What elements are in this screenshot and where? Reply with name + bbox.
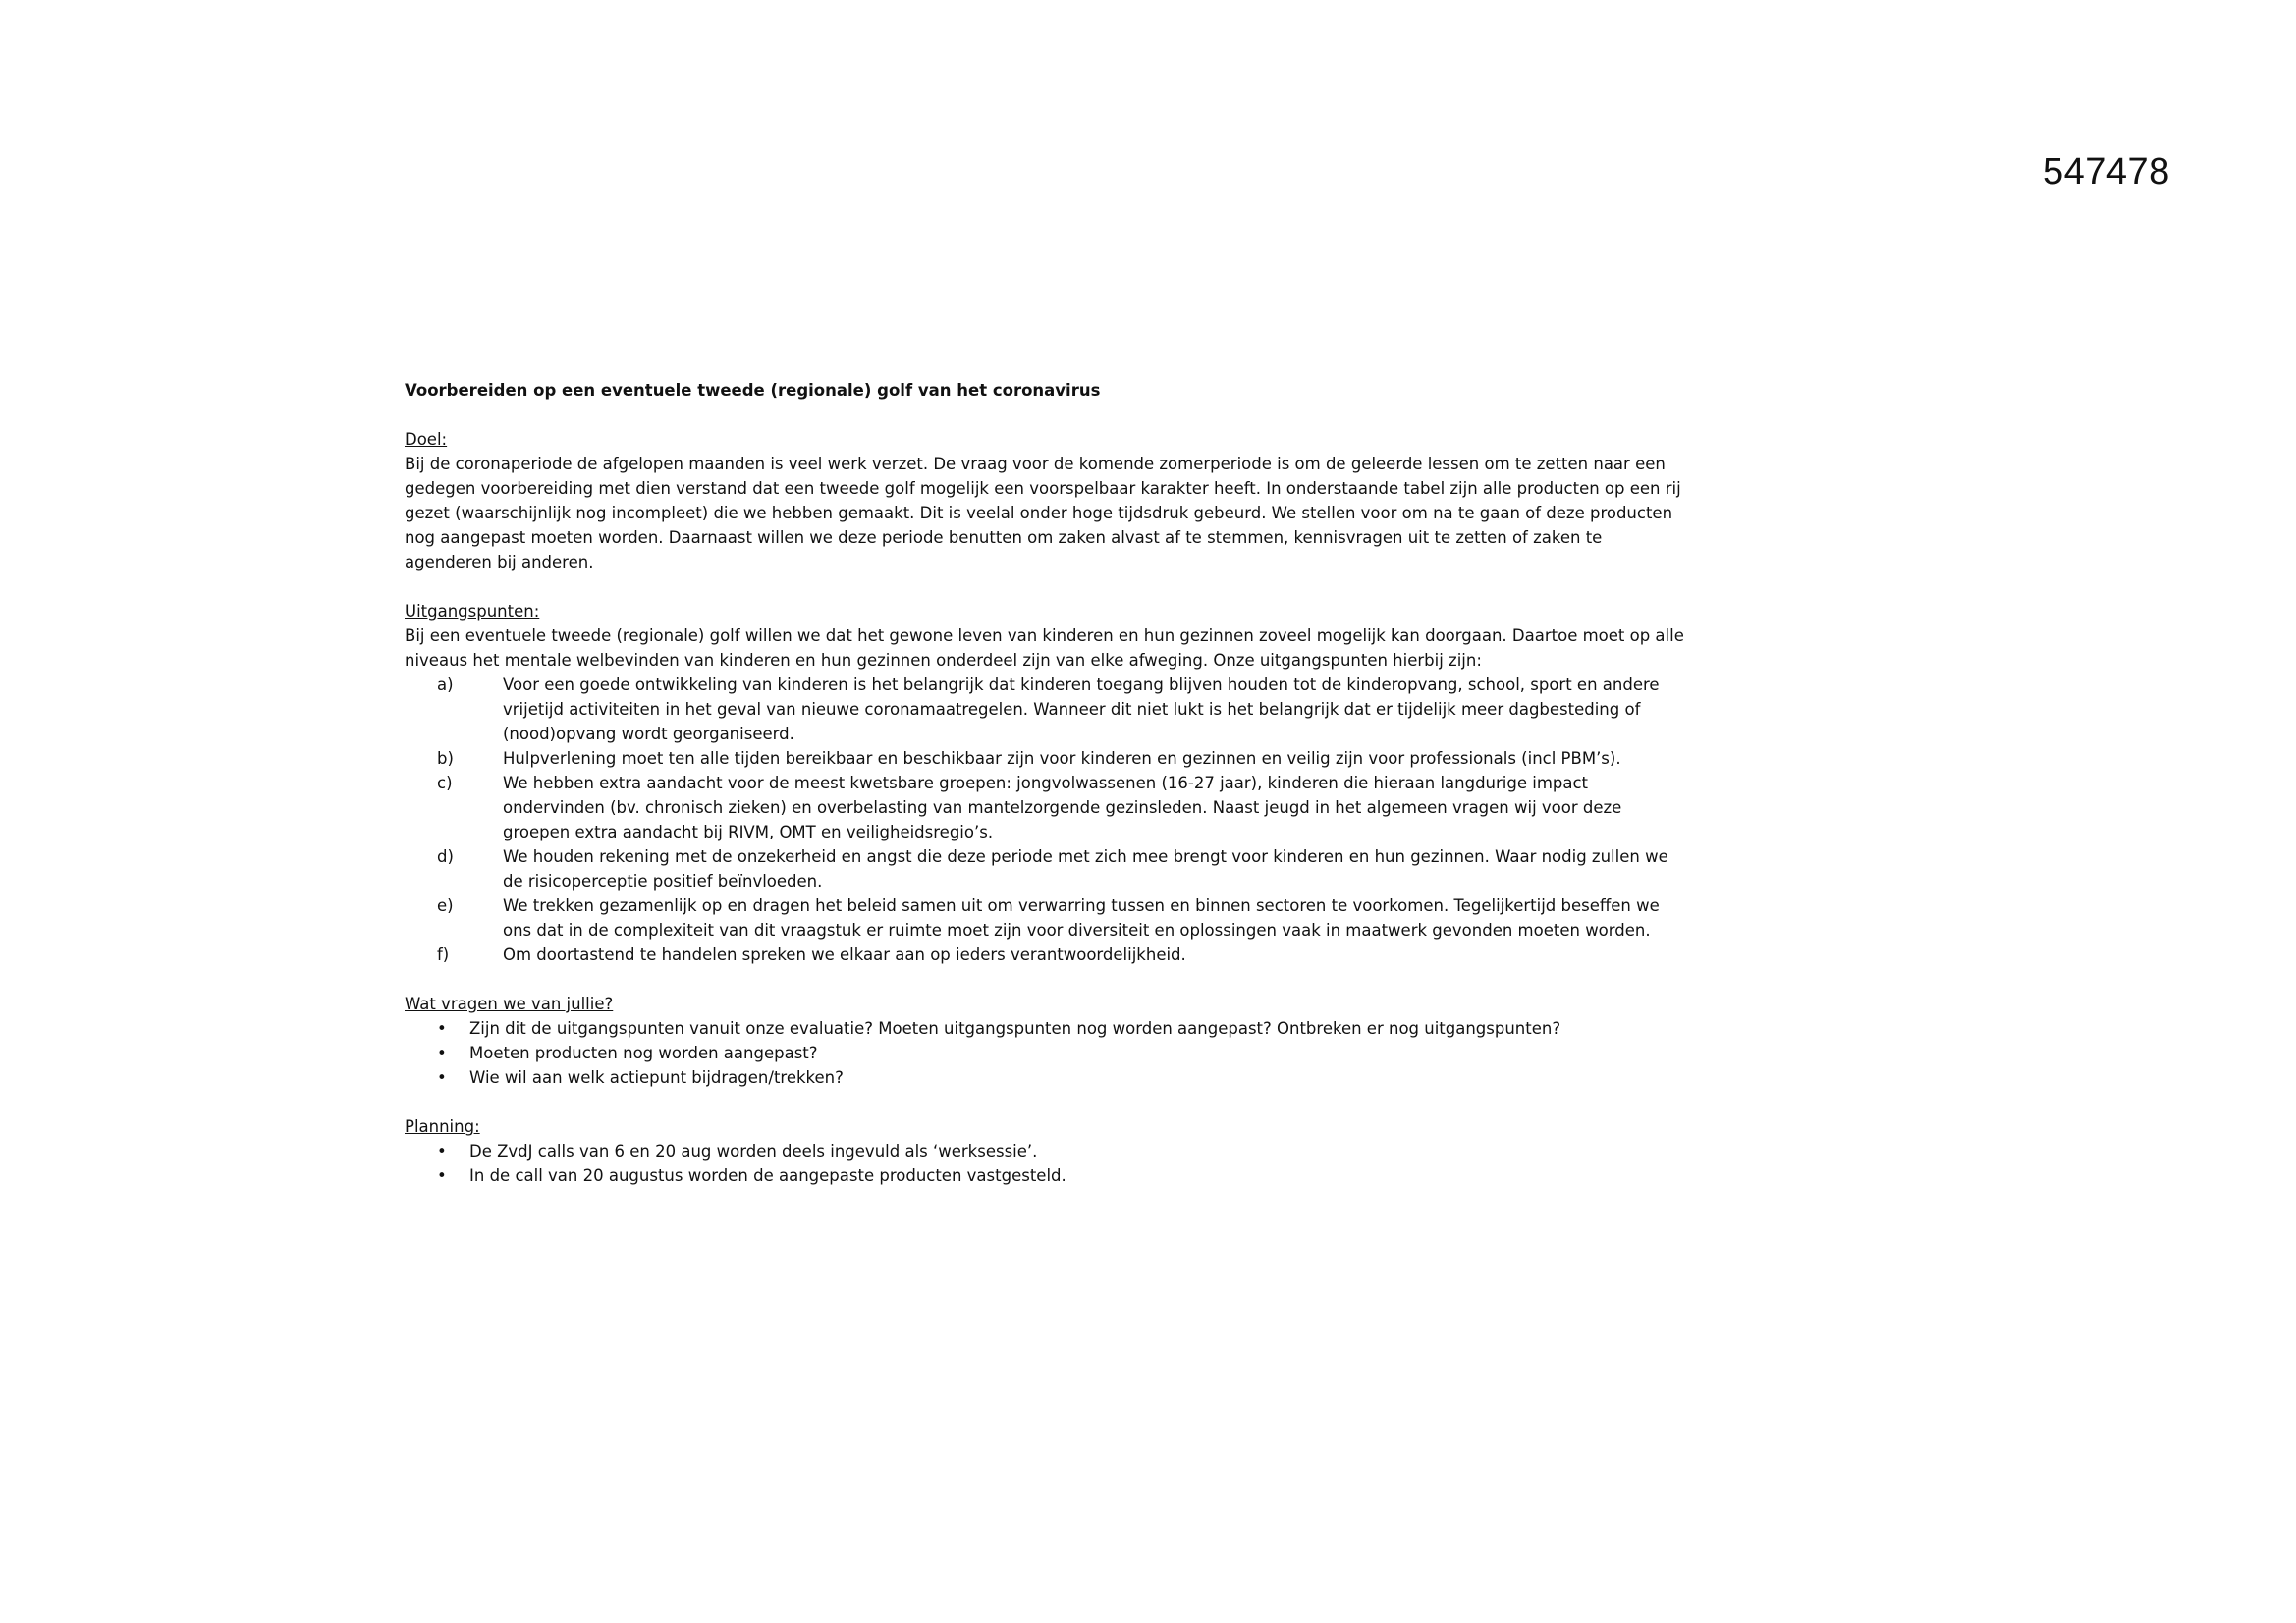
bullet-icon: • xyxy=(437,1142,447,1161)
bullet-icon: • xyxy=(437,1044,447,1062)
list-marker: a) xyxy=(437,676,454,694)
list-marker: c) xyxy=(437,774,453,792)
vragen-list xyxy=(405,1016,1691,1090)
list-item-text: De ZvdJ calls van 6 en 20 aug worden deels ingevuld als ‘werksessie’. xyxy=(469,1142,1038,1161)
bullet-icon: • xyxy=(437,1068,447,1087)
spacer xyxy=(405,967,1691,992)
list-marker: b) xyxy=(437,749,454,768)
vragen-heading: Wat vragen we van jullie? xyxy=(405,995,614,1013)
list-item-text: Om doortastend te handelen spreken we elkaar aan op ieders verantwoordelijkheid. xyxy=(503,946,1186,964)
uitgangspunten-intro: Bij een eventuele tweede (regionale) golf willen we dat het gewone leven van kinderen en hun gezinnen zoveel mogelijk kan doorgaan. Daartoe moet op alle niveaus het mentale welbevinden van kinderen en hun gezinnen onderdeel zijn van elke afweging. Onze uitgangspunten hierbij zijn: xyxy=(405,626,1684,670)
list-item xyxy=(405,1065,1691,1090)
bullet-icon: • xyxy=(437,1019,447,1038)
spacer xyxy=(405,574,1691,599)
uitgangspunten-heading: Uitgangspunten: xyxy=(405,602,540,621)
list-item-text: We houden rekening met de onzekerheid en angst die deze periode met zich mee brengt voor kinderen en hun gezinnen. Waar nodig zullen we de risicoperceptie positief beïnvloeden. xyxy=(503,847,1668,891)
list-item xyxy=(405,943,1691,967)
list-item xyxy=(405,1016,1691,1041)
list-item-text: We trekken gezamenlijk op en dragen het beleid samen uit om verwarring tussen en binnen sectoren te voorkomen. Tegelijkertijd beseffen we ons dat in de complexiteit van dit vraagstuk er ruimte moet zijn voor diversiteit en oplossingen vaak in maatwerk gevonden moeten worden. xyxy=(503,896,1660,940)
planning-list xyxy=(405,1139,1691,1188)
list-item xyxy=(405,1041,1691,1065)
list-item-text: We hebben extra aandacht voor de meest kwetsbare groepen: jongvolwassenen (16-27 jaar), kinderen die hieraan langdurige impact ondervinden (bv. chronisch zieken) en overbelasting van mantelzorgende gezinsleden. Naast jeugd in het algemeen vragen wij voor deze groepen extra aandacht bij RIVM, OMT en veiligheidsregio’s. xyxy=(503,774,1622,841)
list-item-text: Hulpverlening moet ten alle tijden bereikbaar en beschikbaar zijn voor kinderen en gezinnen en veilig zijn voor professionals (incl PBM’s). xyxy=(503,749,1621,768)
list-item-text: Moeten producten nog worden aangepast? xyxy=(469,1044,818,1062)
list-item xyxy=(405,1163,1691,1188)
list-item xyxy=(405,893,1691,943)
doel-paragraph: Bij de coronaperiode de afgelopen maanden is veel werk verzet. De vraag voor de komende zomerperiode is om de geleerde lessen om te zetten naar een gedegen voorbereiding met dien verstand dat een tweede golf mogelijk een voorspelbaar karakter heeft. In onderstaande tabel zijn alle producten op een rij gezet (waarschijnlijk nog incompleet) die we hebben gemaakt. Dit is veelal onder hoge tijdsdruk gebeurd. We stellen voor om na te gaan of deze producten nog aangepast moeten worden. Daarnaast willen we deze periode benutten om zaken alvast af te stemmen, kennisvragen uit te zetten of zaken te agenderen bij anderen. xyxy=(405,455,1681,571)
list-marker: d) xyxy=(437,847,454,866)
document-title: Voorbereiden op een eventuele tweede (regionale) golf van het coronavirus xyxy=(405,381,1101,400)
list-marker: f) xyxy=(437,946,450,964)
list-item-text: In de call van 20 augustus worden de aangepaste producten vastgesteld. xyxy=(469,1166,1066,1185)
doel-heading: Doel: xyxy=(405,430,448,449)
list-item-text: Wie wil aan welk actiepunt bijdragen/trekken? xyxy=(469,1068,844,1087)
document-body xyxy=(405,378,1691,1188)
uitgangspunten-list xyxy=(405,673,1691,967)
spacer xyxy=(405,1090,1691,1114)
list-item xyxy=(405,771,1691,844)
list-item-text: Zijn dit de uitgangspunten vanuit onze evaluatie? Moeten uitgangspunten nog worden aangepast? Ontbreken er nog uitgangspunten? xyxy=(469,1019,1561,1038)
document-id: 547478 xyxy=(2043,151,2170,192)
planning-heading: Planning: xyxy=(405,1117,480,1136)
list-item xyxy=(405,1139,1691,1163)
list-item-text: Voor een goede ontwikkeling van kinderen is het belangrijk dat kinderen toegang blijven houden tot de kinderopvang, school, sport en andere vrijetijd activiteiten in het geval van nieuwe coronamaatregelen. Wanneer dit niet lukt is het belangrijk dat er tijdelijk meer dagbesteding of (nood)opvang wordt georganiseerd. xyxy=(503,676,1660,743)
list-marker: e) xyxy=(437,896,454,915)
list-item xyxy=(405,844,1691,893)
bullet-icon: • xyxy=(437,1166,447,1185)
list-item xyxy=(405,746,1691,771)
list-item xyxy=(405,673,1691,746)
